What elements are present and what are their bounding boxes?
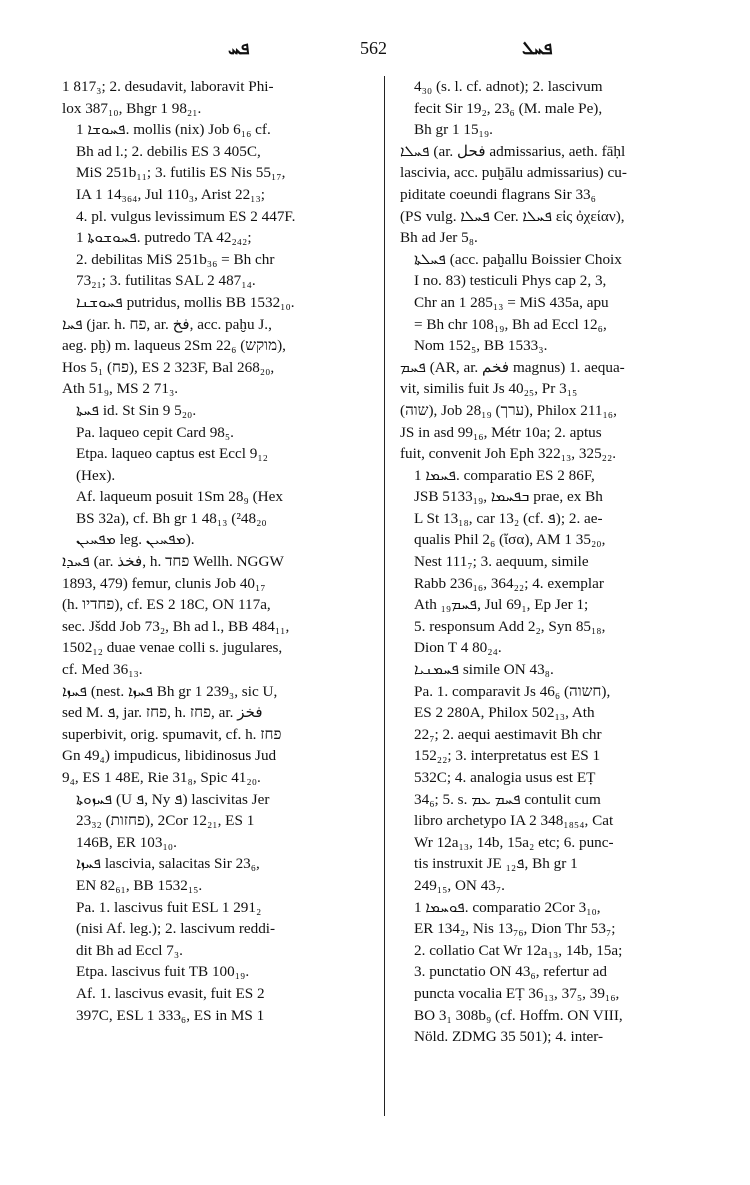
entry-line: Nöld. ZDMG 35 501); 4. inter-: [414, 1028, 604, 1046]
entry-line: sec. Jšdd Job 73₂, Bh ad l., BB 484₁₁,: [62, 617, 290, 635]
entry-line: Af. 1. lascivus evasit, fuit ES 2: [76, 984, 265, 1002]
entry-line: BS 32a), cf. Bh gr 1 48₁₃ (²48₂₀: [76, 509, 267, 527]
entry-line: lox 387₁₀, Bhgr 1 98₂₁.: [62, 99, 202, 117]
entry-line: Bh ad l.; 2. debilis ES 3 405C,: [76, 142, 261, 160]
entry-line: ES 2 280A, Philox 502₁₃, Ath: [414, 704, 595, 722]
entry-line: aeg. pḫ) m. laqueus 2Sm 22₆ (מוקש),: [62, 337, 286, 355]
entry-line: I no. 83) testiculi Phys cap 2, 3,: [414, 272, 607, 290]
entry-line: qualis Phil 2₆ (ἴσα), AM 1 35₂₀,: [414, 531, 606, 549]
entry-line: (nisi Af. leg.); 2. lascivum reddi-: [76, 920, 276, 938]
entry-line: Af. laqueum posuit 1Sm 28₉ (Hex: [76, 488, 283, 506]
entry-line: Bh ad Jer 5₈.: [400, 229, 478, 247]
entry-line: 34₆; 5. s. ܦܚܡ ܥܡ contulit cum: [414, 790, 601, 808]
entry-line: ܦܚܐ (jar. h. פח, ar. فخ, acc. paḫu J.,: [62, 315, 272, 333]
entry-line: ܦܚܘܫܢܐ putridus, mollis BB 1532₁₀.: [76, 293, 295, 311]
entry-line: 1893, 479) femur, clunis Job 40₁₇: [62, 574, 266, 592]
entry-line: 2. collatio Cat Wr 12a₁₃, 14b, 15a;: [414, 941, 623, 959]
entry-line: (Hex).: [76, 466, 116, 484]
entry-line: piditate coeundi flagrans Sir 33₆: [400, 185, 596, 203]
entry-line: ܦܚܙܘܬܐ (U ܦ, Ny ܦ) lascivitas Jer: [76, 790, 270, 808]
left-column: [62, 76, 372, 1026]
entry-line: ܡܦܚܝܢ leg. ܡܦܚܝܢ).: [76, 531, 195, 549]
entry-line: BO 3₁ 308b₉ (cf. Hoffm. ON VIII,: [414, 1006, 623, 1024]
header-left-word: ܦܚ: [228, 38, 250, 58]
entry-line: 1 817₃; 2. desudavit, laboravit Phi-: [62, 78, 274, 95]
entry-line: 3. punctatio ON 43₆, refertur ad: [414, 963, 607, 981]
entry-line: 5. responsum Add 2₂, Syn 85₁₈,: [414, 617, 606, 635]
page-number: 562: [360, 38, 387, 58]
entry-line: (שוה), Job 28₁₉ (ערך), Philox 211₁₆,: [400, 401, 617, 419]
entry-line: MiS 251b₁₁; 3. futilis ES Nis 55₁₇,: [76, 164, 286, 182]
entry-line: Ath 51₉, MS 2 71₃.: [62, 380, 179, 398]
entry-line: Etpa. lascivus fuit TB 100₁₉.: [76, 963, 250, 981]
entry-line: 249₁₅, ON 43₇.: [414, 876, 505, 894]
entry-line: (PS vulg. ܦܚܠܐ Cer. ܦܚܠܐ εἰς ὀχείαν),: [400, 207, 625, 225]
entry-line: 146B, ER 103₁₀.: [76, 833, 177, 851]
entry-line: Rabb 236₁₆, 364₂₂; 4. exemplar: [414, 574, 604, 592]
entry-line: libro archetypo IA 2 348₁₈₅₄, Cat: [414, 812, 614, 830]
entry-line: tis instruxit JE ܦ₁₂, Bh gr 1: [414, 855, 578, 873]
entry-line: ܦܚܡܐ 1. comparatio ES 2 86F,: [414, 466, 595, 484]
entry-line: ܦܚܡ (AR, ar. فخم magnus) 1. aequa-: [400, 358, 625, 376]
entry-line: ܦܚܘܫܘܬܐ 1. putredo TA 42₂₄₂;: [76, 229, 252, 247]
header-right-word: ܦܚܠ: [522, 38, 553, 58]
entry-line: cf. Med 36₁₃.: [62, 661, 143, 679]
entry-line: = Bh chr 108₁₉, Bh ad Eccl 12₆,: [414, 315, 607, 333]
entry-line: Etpa. laqueo captus est Eccl 9₁₂: [76, 445, 268, 463]
entry-line: ܦܚܕܐ (ar. فخذ, h. פחד Wellh. NGGW: [62, 553, 284, 571]
entry-line: Nom 152₅, BB 1533₃.: [414, 337, 548, 355]
entry-line: JSB 5133₁₉, ܒܦܚܡܐ prae, ex Bh: [414, 488, 603, 506]
entry-line: Dion T 4 80₂₄.: [414, 639, 502, 657]
column-divider: [384, 76, 385, 1116]
entry-line: ܦܚܡܢܝܐ simile ON 43₈.: [414, 661, 554, 679]
entry-line: Bh gr 1 15₁₉.: [414, 121, 493, 139]
entry-line: ܦܚܠܐ (ar. فحل admissarius, aeth. fāḥl: [400, 142, 626, 160]
entry-line: Ath ܦܚܡ₁₉, Jul 69₁, Ep Jer 1;: [414, 596, 589, 614]
entry-line: ܦܚܙܐ lascivia, salacitas Sir 23₆,: [76, 855, 260, 873]
entry-line: 4₃₀ (s. l. cf. adnot); 2. lascivum: [414, 78, 603, 95]
right-column: [400, 76, 700, 1048]
entry-line: dit Bh ad Eccl 7₃.: [76, 941, 183, 959]
entry-line: IA 1 14₃₆₄, Jul 110₃, Arist 22₁₃;: [76, 185, 265, 203]
entry-line: ER 134₂, Nis 13₇₆, Dion Thr 53₇;: [414, 920, 616, 938]
entry-line: Nest 111₇; 3. aequum, simile: [414, 553, 589, 571]
entry-line: Gn 49₄) impudicus, libidinosus Jud: [62, 747, 277, 765]
entry-line: superbivit, orig. spumavit, cf. h. פחז: [62, 725, 282, 743]
entry-line: Wr 12a₁₃, 14b, 15a₂ etc; 6. punc-: [414, 833, 614, 851]
entry-line: ܦܘܚܡܐ 1. comparatio 2Cor 3₁₀,: [414, 898, 601, 916]
entry-line: JS in asd 99₁₆, Métr 10a; 2. aptus: [400, 423, 602, 441]
entry-line: 22₇; 2. aequi aestimavit Bh chr: [414, 725, 602, 743]
entry-line: Pa. 1. lascivus fuit ESL 1 291₂: [76, 898, 262, 916]
entry-line: 1502₁₂ duae venae colli s. jugulares,: [62, 639, 283, 657]
entry-line: puncta vocalia EṬ 36₁₃, 37₅, 39₁₆,: [414, 984, 620, 1002]
entry-line: ܦܚܙܐ (nest. ܦܚܙܐ Bh gr 1 239₃, sic U,: [62, 682, 278, 700]
entry-line: fuit, convenit Joh Eph 322₁₃, 325₂₂.: [400, 445, 617, 463]
entry-line: 532C; 4. analogia usus est EṬ: [414, 769, 596, 786]
entry-line: 73₂₁; 3. futilitas SAL 2 487₁₄.: [76, 272, 256, 290]
entry-line: 2. debilitas MiS 251b₃₆ = Bh chr: [76, 250, 275, 268]
entry-line: 4. pl. vulgus levissimum ES 2 447F.: [76, 207, 296, 225]
entry-line: Pa. 1. comparavit Js 46₆ (חשוה),: [414, 682, 611, 700]
entry-line: fecit Sir 19₂, 23₆ (M. male Pe),: [414, 99, 603, 117]
entry-line: lascivia, acc. puḫālu admissarius) cu-: [400, 164, 627, 182]
entry-line: 152₂₂; 3. interpretatus est ES 1: [414, 747, 601, 765]
entry-line: ܦܚܘܫܐ 1. mollis (nix) Job 6₁₆ cf.: [76, 121, 271, 139]
entry-line: Pa. laqueo cepit Card 98₅.: [76, 423, 234, 441]
entry-line: EN 82₆₁, BB 1532₁₅.: [76, 876, 203, 894]
entry-line: sed M. ܦ, jar. פחז, h. פחז, ar. فخز: [62, 704, 263, 722]
page-header: [60, 38, 690, 64]
entry-line: 9₄, ES 1 48E, Rie 31₈, Spic 41₂₀.: [62, 769, 261, 786]
entry-line: 23₃₂ (פחזות), 2Cor 12₂₁, ES 1: [76, 812, 255, 830]
entry-line: Hos 5₁ (פח), ES 2 323F, Bal 268₂₀,: [62, 358, 275, 376]
entry-line: ܦܚܠܬܐ (acc. paḫallu Boissier Choix: [414, 250, 622, 268]
entry-line: ܦܚܬܐ id. St Sin 9 5₂₀.: [76, 401, 197, 419]
entry-line: 397C, ESL 1 333₆, ES in MS 1: [76, 1006, 265, 1024]
entry-line: vit, similis fuit Js 40₂₅, Pr 3₁₅: [400, 380, 578, 398]
entry-line: (h. פחדיו), cf. ES 2 18C, ON 117a,: [62, 596, 271, 614]
entry-line: L St 13₁₈, car 13₂ (cf. ܦ); 2. ae-: [414, 509, 603, 527]
entry-line: Chr an 1 285₁₃ = MiS 435a, apu: [414, 293, 609, 311]
